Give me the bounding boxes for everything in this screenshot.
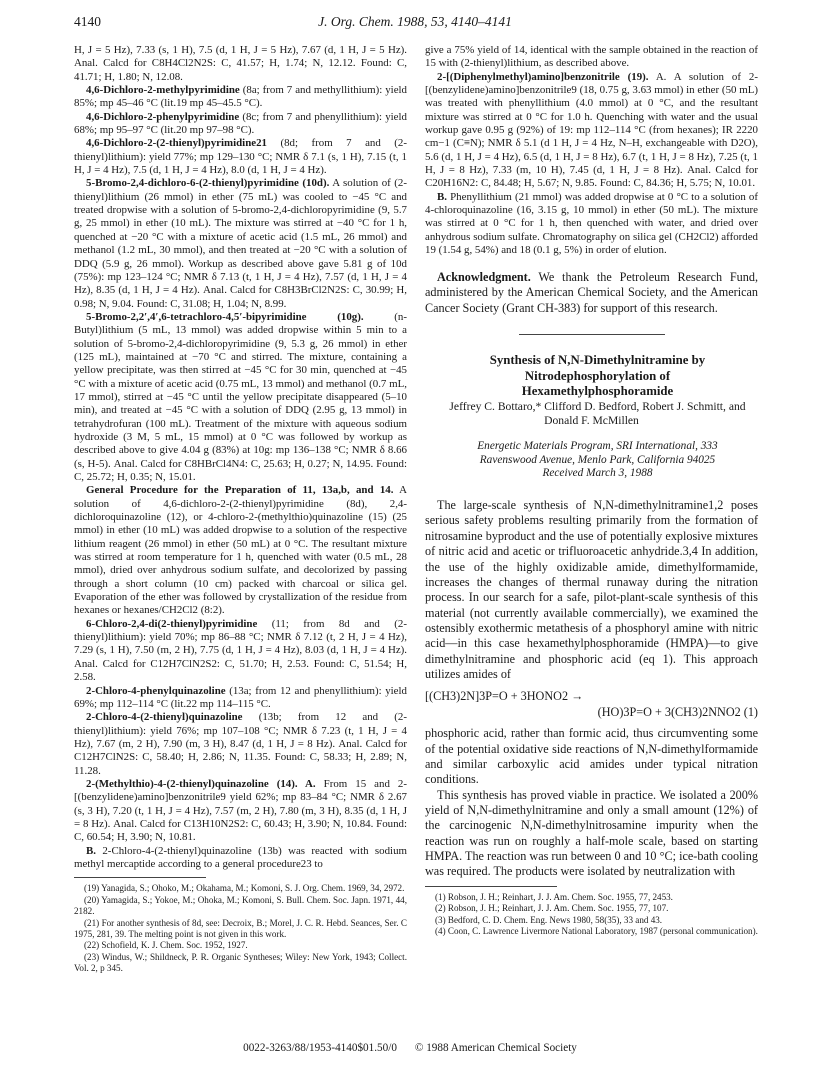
article-title-line: Synthesis of N,N-Dimethylnitramine by — [489, 353, 706, 368]
acknowledgment-heading: Acknowledgment. — [437, 269, 531, 284]
paragraph — [74, 845, 407, 872]
footnote: (3) Bedford, C. D. Chem. Eng. News 1980, 58(35), 33 and 43. — [435, 914, 663, 925]
paragraph — [74, 111, 407, 138]
footnote: (19) Yanagida, S.; Ohoko, M.; Okahama, M.; Komoni, S. J. Org. Chem. 1969, 34, 2972. — [84, 883, 405, 894]
page-header — [74, 14, 756, 34]
paragraph-text: Phenyllithium (21 mmol) was added dropwise at 0 °C to a solution of 4-chloroquinazoline (16, 3.15 g, 10 mmol) in ether (50 mL). The mixture was stirred at 0 °C for 1 h, then quenched with water, and dried over anhydrous sodium sulfate. Chromatography on silica gel (CH2Cl2) afforded 19 (1.54 g, 54%) and 18 (0.1 g, 5%) in order of elution. — [425, 190, 758, 257]
paragraph: H, J = 5 Hz), 7.33 (s, 1 H), 7.5 (d, 1 H, J = 5 Hz), 7.67 (d, 1 H, J = 5 Hz). Anal. Calcd for C8H4Cl2N2S: C, 41.57; H, 1.74; N, 12.12. Found: C, 41.71; H, 1.80; N, 12.08. — [74, 44, 407, 83]
author-list: Jeffrey C. Bottaro,* Clifford D. Bedford, Robert J. Schmitt, and Donald F. McMillen — [449, 399, 746, 428]
footnote: (22) Schofield, K. J. Chem. Soc. 1952, 1927. — [84, 940, 248, 951]
paragraph-text: From 15 and 2-[(benzylidene)amino]benzonitrile9 yield 62%; mp 83–84 °C; NMR δ 2.67 (s, 3 H), 7.20 (t, 1 H, J = 4 Hz), 7.57 (m, 2 H), 7.80 (m, 3 H), 8.35 (d, 1 H, J = 8 Hz). Anal. Calcd for C13H10N2S2: C, 60.43; H, 3.90; N, 10.84. Found: C, 60.54; H, 3.90; N, 10.81. — [74, 777, 407, 844]
acknowledgment-text: We thank the Petroleum Research Fund, administered by the American Chemical Society, and the American Cancer Society (Grant CH-383) for support of this research. — [425, 269, 758, 315]
paragraph — [425, 191, 758, 258]
affiliation-line: Energetic Materials Program, SRI International, 333 — [477, 439, 718, 452]
footnote: (23) Windus, W.; Shildneck, P. R. Organic Syntheses; Wiley: New York, 1943; Collect. Vol. 2, p 345. — [74, 951, 407, 974]
acknowledgment — [425, 270, 758, 317]
article-title-line: Nitrodephosphorylation of — [524, 368, 671, 383]
left-column — [74, 44, 407, 975]
paragraph-text: A solution of (2-thienyl)lithium (26 mmol) in ether (75 mL) was cooled to −45 °C and treated dropwise with a solution of 5-bromo-2,4-dichloropyrimidine (9, 5.7 g, 25 mmol) in ether (10 mL). The mixture was stirred at −40 °C for 1 h, quenched at −20 °C with a mixture of acetic acid (1.5 mL, 26 mmol) and methanol (1.2 mL, 30 mmol), and then treated at −20 °C with a solution of DDQ (5.9 g, 26 mmol). Workup as described above gave 5.81 g of 10d (75%): mp 123–124 °C; NMR δ 7.13 (t, 1 H, J = 4 Hz), 7.57 (d, 1 H, J = 4 Hz), 8.35 (d, 1 H, J = 4 Hz). Anal. Calcd for C8H3BrCl2N2S: C, 30.99; H, 0.98; N, 9.04. Found: C, 31.08; H, 1.04; N, 8.99. — [74, 177, 407, 310]
paragraph — [74, 618, 407, 685]
compound-heading: 6-Chloro-2,4-di(2-thienyl)pyrimidine — [86, 617, 258, 630]
paragraph — [74, 311, 407, 484]
method-label: B. — [86, 844, 96, 857]
footnote-divider — [74, 877, 206, 878]
footnotes-left — [74, 883, 407, 974]
footnote-divider — [425, 886, 557, 887]
paragraph — [425, 71, 758, 191]
paragraph — [74, 778, 407, 845]
compound-heading: 2-(Methylthio)-4-(2-thienyl)quinazoline (14). A. — [86, 777, 316, 790]
paragraph — [74, 711, 407, 778]
compound-heading: 5-Bromo-2,4-dichloro-6-(2-thienyl)pyrimidine (10d). — [86, 177, 330, 190]
compound-heading: 2-Chloro-4-(2-thienyl)quinazoline — [86, 711, 243, 724]
paragraph: The large-scale synthesis of N,N-dimethylnitramine1,2 poses serious safety problems resulting primarily from the formation of nitrosamine byproduct and the use of potentially explosive mixtures of nitric acid and acetic or trifluoroacetic anhydride.3,4 In addition, the use of the highly oxidizable amide, dimethylformamide, increases the changes of thermal runaway during the nitration process. In our search for a safe, pilot-plant-scale synthesis of this material (not currently available commercially), we examined the ostensibly exothermic metathesis of a phosphoryl amine with nitric acid—in this case hexamethylphosphoramide (HMPA)—to give dimethylnitramine and phosphoric acid (eq 1). This approach utilizes amides of — [425, 498, 758, 681]
paragraph — [74, 685, 407, 712]
paragraph-text: (8d; from 7 and (2-thienyl)lithium): yield 77%; mp 129–130 °C; NMR δ 7.1 (s, 1 H), 7.15 (t, 1 H, J = 4 Hz), 7.5 (d, 1 H, J = 4 Hz), 8.0 (d, 1 H, J = 4 Hz). — [74, 137, 407, 177]
paragraph-text: (8c; from 7 and phenyllithium): yield 68%; mp 95–97 °C (lit.20 mp 97–98 °C). — [74, 110, 407, 137]
footnote: (1) Robson, J. H.; Reinhart, J. J. Am. Chem. Soc. 1955, 77, 2453. — [435, 891, 673, 902]
section-heading: General Procedure for the Preparation of 11, 13a,b, and 14. — [86, 484, 394, 497]
copyright: © 1988 American Chemical Society — [414, 1042, 577, 1054]
footnote: (2) Robson, J. H.; Reinhart, J. J. Am. Chem. Soc. 1955, 77, 107. — [435, 903, 669, 914]
paragraph-text: A. A solution of 2-[(benzylidene)amino]benzonitrile9 (18, 0.75 g, 3.63 mmol) in ether (50 mL) was treated with phenyllithium (4.0 mmol) at 0 °C, and the resultant mixture was stirred at 0 °C for 1.0 h. Quenching with water and the usual workup gave 0.95 g (92%) of 19: mp 112–114 °C (from hexanes); IR 2220 cm−1 (C≡N); NMR δ 5.1 (d 1 H, J = 4 Hz, N–H, exchangeable with D2O), 5.6 (d, 1 H, J = 4 Hz), 6.5 (d, 1 H, J = 8 Hz), 6.7 (t, 1 H, J = 8 Hz), 7.25 (t, 1 H, J = 8 Hz), 7.33 (m, 10 H), 7.45 (d, 1 H, J = 8 Hz). Anal. Calcd for C20H16N2: C, 84.48; H, 5.67; N, 9.85. Found: C, 84.36; H, 5.75; N, 10.01. — [425, 70, 758, 190]
paragraph: give a 75% yield of 14, identical with the sample obtained in the reaction of 15 with (2-thienyl)lithium, as described above. — [425, 44, 758, 70]
compound-heading: 4,6-Dichloro-2-phenylpyrimidine — [86, 110, 240, 123]
paragraph-text: A solution of 4,6-dichloro-2-(2-thienyl)pyrimidine (8d), 2,4-dichloroquinazoline (12), or 4-chloro-2-(methylthio)quinazoline (15) (25 mmol) in ether (10 mL) was added dropwise to a solution of the respective lithium reagent (26 mmol) in ether (50 mL) at 0 °C. The resultant mixture was stirred at room temperature for 1 h, quenched with water (0.5 mL, 28 mmol), dried over anhydrous sodium sulfate, and decolorized by passing through a short column (10 cm) packed with charcoal or silica gel. Evaporation of the ether was followed by crystallization of the residue from hexanes or hexanes/CH2Cl2 (8:2). — [74, 484, 407, 617]
article-title-line: Hexamethylphosphoramide — [521, 384, 674, 399]
affiliation-line: Ravenswood Avenue, Menlo Park, California 94025 — [479, 453, 716, 466]
equation-line: (HO)3P=O + 3(CH3)2NNO2 (1) — [597, 705, 758, 720]
footnote: (4) Coon, C. Lawrence Livermore National Laboratory, 1987 (personal communication). — [435, 925, 758, 936]
page-footer — [0, 1042, 820, 1054]
equation-line: [(CH3)2N]3P=O + 3HONO2 → — [425, 689, 584, 704]
compound-heading: 2-Chloro-4-phenylquinazoline — [86, 684, 226, 697]
received-date: Received March 3, 1988 — [542, 466, 653, 479]
compound-heading: 4,6-Dichloro-2-methylpyrimidine — [86, 84, 240, 97]
paragraph: This synthesis has proved viable in practice. We isolated a 200% yield of N,N-dimethylnitramine and only a small amount (12%) of the carcinogenic N,N-dimethylnitrosamine impurity when the reaction was run on roughly a half-mole scale, based on starting HMPA. The reaction was run between 0 and 10 °C; ice-bath cooling was required. The products were isolated by neutralization with — [425, 787, 758, 879]
footnote: (20) Yamagida, S.; Yokoe, M.; Ohoka, M.; Komoni, S. Bull. Chem. Soc. Japn. 1971, 44, 2182. — [74, 894, 407, 917]
article-divider — [519, 334, 665, 335]
paragraph — [74, 484, 407, 617]
paragraph-text: 2-Chloro-4-(2-thienyl)quinazoline (13b) was reacted with sodium methyl mercaptide according to a general procedure23 to — [74, 844, 407, 870]
compound-heading: 4,6-Dichloro-2-(2-thienyl)pyrimidine21 — [86, 137, 267, 150]
footnotes-right — [425, 892, 758, 938]
paragraph-text: (13b; from 12 and (2-thienyl)lithium): yield 76%; mp 107–108 °C; NMR δ 7.23 (t, 1 H, J = 4 Hz), 7.67 (m, 2 H), 7.90 (m, 3 H), 8.47 (d, 1 H, J = 8 Hz). Anal. Calcd for C12H7ClN2S: C, 58.40; H, 2.86; N, 11.35. Found: C, 58.33; H, 2.89; N, 11.28. — [74, 711, 407, 777]
footnote: (21) For another synthesis of 8d, see: Decroix, B.; Morel, J. C. R. Hebd. Seances, Ser. C 1975, 281, 39. The melting point is not given in this work. — [74, 917, 407, 939]
paragraph-text: (11; from 8d and (2-thienyl)lithium): yield 70%; mp 86–88 °C; NMR δ 7.12 (t, 2 H, J = 4 Hz), 7.29 (s, 1 H), 7.50 (m, 2 H), 7.75 (d, 1 H, J = 4 Hz), 8.03 (d, 1 H, J = 4 Hz). Anal. Calcd for C12H7ClN2S2: C, 51.70; H, 2.53. Found: C, 51.54; H, 2.58. — [74, 617, 407, 684]
compound-heading: 2-[(Diphenylmethyl)amino]benzonitrile (19). — [437, 70, 649, 83]
compound-heading: 5-Bromo-2,2′,4′,6-tetrachloro-4,5′-bipyrimidine (10g). — [86, 310, 364, 323]
paragraph: phosphoric acid, rather than formic acid, thus circumventing some of the potential oxidative side reactions of N,N-dimethylformamide and similar carboxylic acid amides under typical nitration conditions. — [425, 726, 758, 787]
method-label: B. — [437, 190, 447, 203]
right-column — [425, 44, 758, 937]
paragraph — [74, 84, 407, 111]
equation-1 — [425, 688, 758, 720]
journal-citation: J. Org. Chem. 1988, 53, 4140–4141 — [318, 14, 512, 29]
paragraph-text: (8a; from 7 and methyllithium): yield 85%; mp 45–46 °C (lit.19 mp 45–45.5 °C). — [74, 84, 407, 110]
article-code: 0022-3263/88/1953-4140$01.50/0 — [243, 1042, 397, 1054]
paragraph — [74, 177, 407, 310]
paragraph — [74, 137, 407, 177]
paragraph-text: (n-Butyl)lithium (5 mL, 13 mmol) was added dropwise within 5 min to a solution of 5-bromo-2,4-dichloropyrimidine (9, 5.3 g, 26 mmol) in ether (125 mL), maintained at −70 °C and stirred. The mixture, containing a yellow precipitate, was then stirred at −45 °C for 30 min, quenched at −45 °C with a mixture of acetic acid (0.75 mL, 13 mmol) and methanol (0.7 mL, 17 mmol), stirred at −45 °C until the yellow precipitate disappeared (5–10 min), and treated at −45 °C with a solution of DDQ (2.95 g, 13 mmol) in tetrahydrofuran (100 mL). Treatment of the mixture with aqueous sodium hydroxide (3 M, 5 mL, 15 mmol) at 0 °C was followed by workup as described above to give 4.04 g (83%) at 10g: mp 136–138 °C; NMR δ 8.66 (s, H-5). Anal. Calcd for C8HBrCl4N4: C, 25.63; H, 0.27; N, 14.95. Found: C, 25.72; H, 0.35; N, 15.01. — [74, 310, 407, 483]
page-number: 4140 — [74, 14, 101, 29]
paragraph-text: (13a; from 12 and phenyllithium): yield 69%; mp 112–114 °C (lit.22 mp 114–115 °C. — [74, 684, 407, 710]
